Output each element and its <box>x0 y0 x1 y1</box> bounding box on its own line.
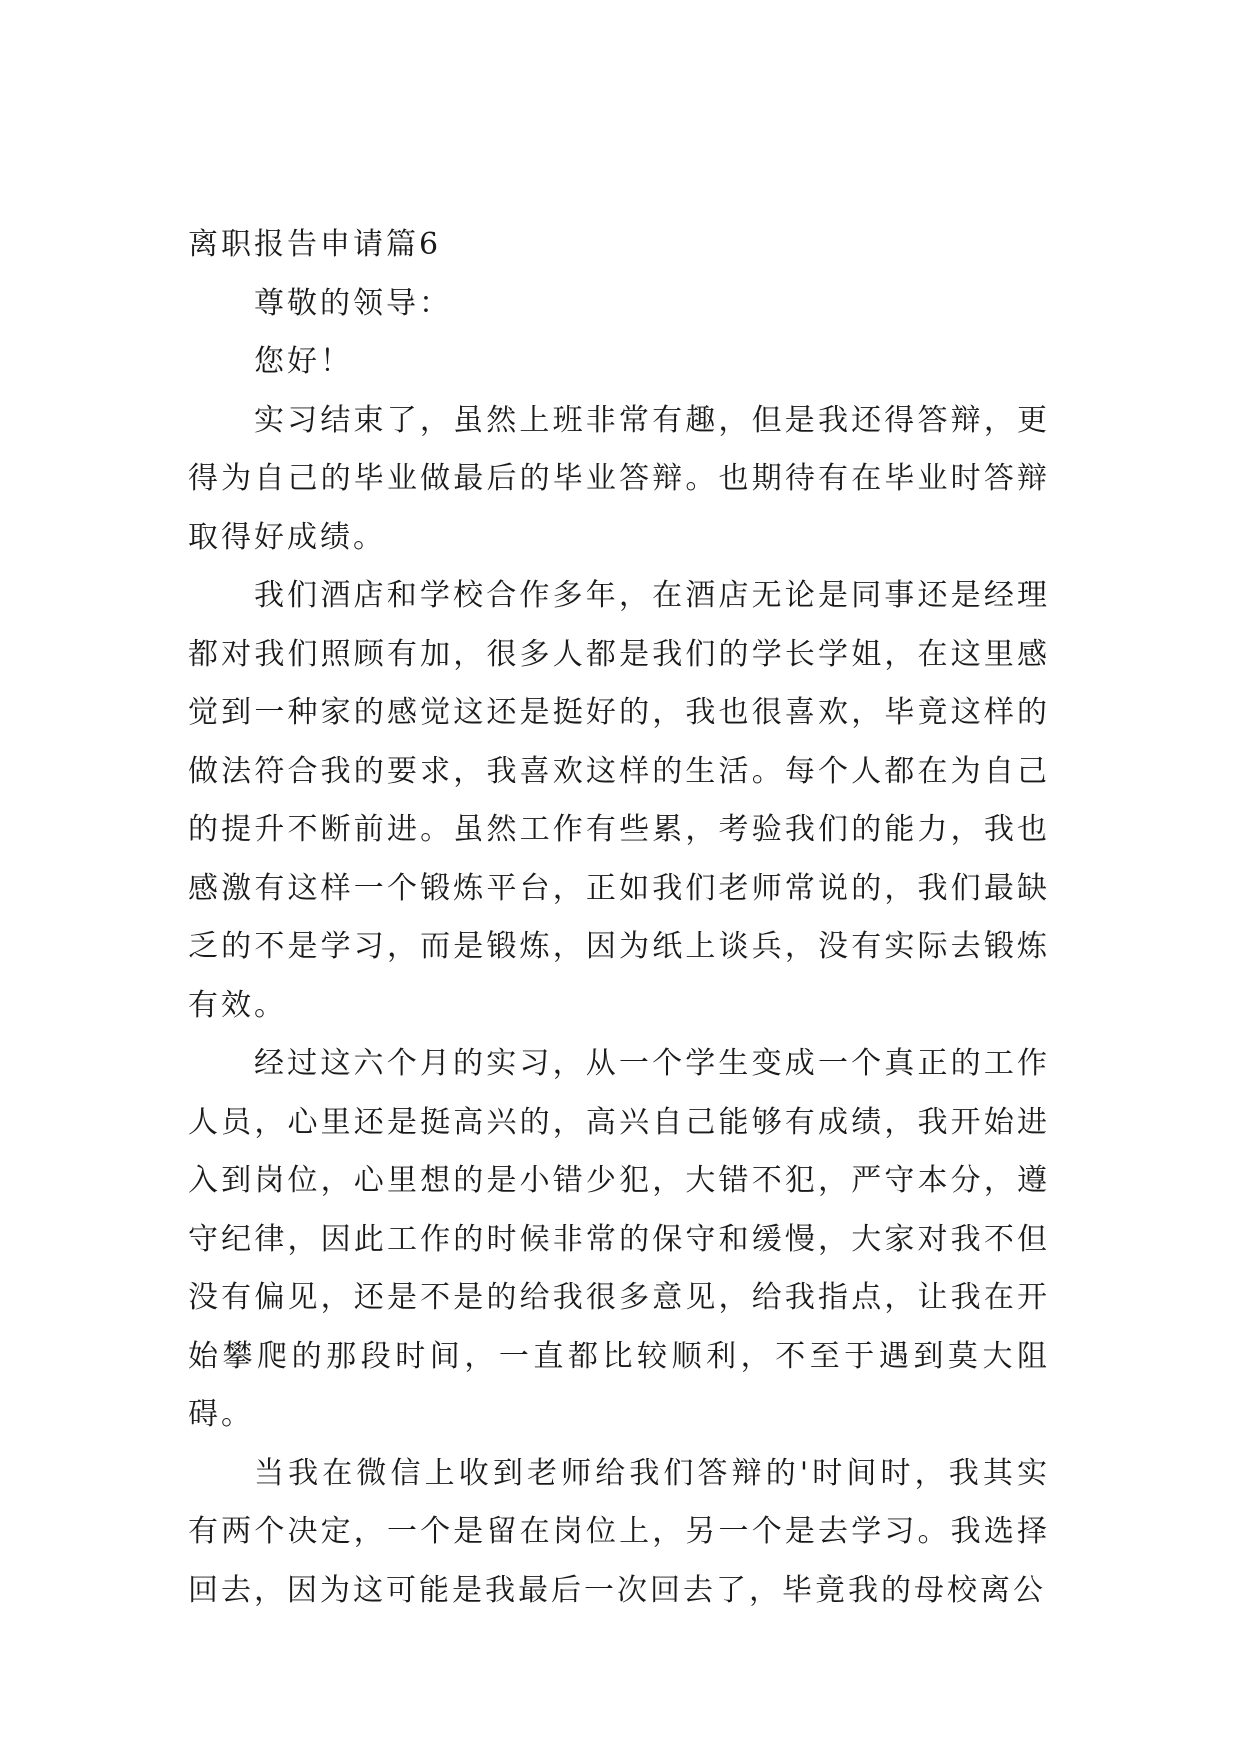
greeting: 您好！ <box>254 344 353 379</box>
paragraph-1: 实习结束了，虽然上班非常有趣，但是我还得答辩，更得为自己的毕业做最后的毕业答辩。也期待有在毕业时答辩取得好成绩。 <box>188 402 1050 555</box>
paragraph-2: 我们酒店和学校合作多年，在酒店无论是同事还是经理都对我们照顾有加，很多人都是我们的学长学姐，在这里感觉到一种家的感觉这还是挺好的，我也很喜欢，毕竟这样的做法符合我的要求，我喜欢这样的生活。每个人都在为自己的提升不断前进。虽然工作有些累，考验我们的能力，我也感激有这样一个锻炼平台，正如我们老师常说的，我们最缺乏的不是学习，而是锻炼，因为纸上谈兵，没有实际去锻炼有效。 <box>188 578 1050 1023</box>
paragraph-4: 当我在微信上收到老师给我们答辩的'时间时，我其实有两个决定，一个是留在岗位上，另一个是去学习。我选择回去，因为这可能是我最后一次回去了，毕竟我的母校离公 <box>188 1455 1050 1608</box>
paragraph-3: 经过这六个月的实习，从一个学生变成一个真正的工作人员，心里还是挺高兴的，高兴自己能够有成绩，我开始进入到岗位，心里想的是小错少犯，大错不犯，严守本分，遵守纪律，因此工作的时候非常的保守和缓慢，大家对我不但没有偏见，还是不是的给我很多意见，给我指点，让我在开始攀爬的那段时间，一直都比较顺利，不至于遇到莫大阻碍。 <box>188 1046 1050 1432</box>
salutation: 尊敬的领导： <box>254 285 452 321</box>
document-body <box>188 216 1050 1620</box>
document-title: 离职报告申请篇6 <box>188 227 442 262</box>
